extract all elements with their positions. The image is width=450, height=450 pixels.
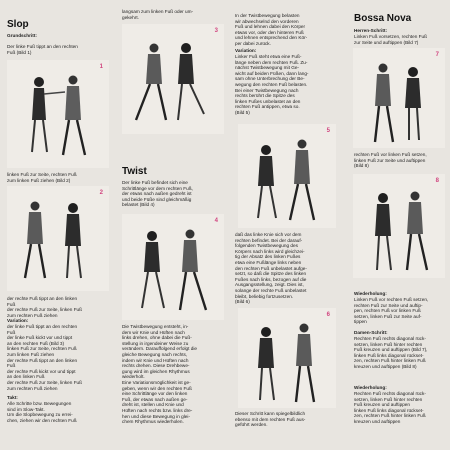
- dancers-illustration-4: [122, 214, 224, 320]
- photo-8: [353, 174, 445, 278]
- column-twist-continued: [230, 0, 343, 450]
- photo-number-6: 6: [326, 312, 330, 318]
- herren-label: Herren-Schritt:: [354, 28, 388, 33]
- photo-number-8: 8: [435, 178, 439, 184]
- photo-7: [353, 48, 445, 148]
- bossa-text-2: rechten Fuß vor linken Fuß setzen, linken Fuß zur Seite und auftippen (Bild 8): [354, 152, 427, 169]
- photo-number-5: 5: [326, 128, 330, 134]
- bossa-text-4: Rechten Fuß rechts diagonal rück- setzen, linken Fuß hinter rechten Fuß kreuzen und auftippen (Bild 7), linken Fuß links diagonal rückset- zen, rechten Fuß hinter linken Fuß kreuzen und auftippen (Bild 8): [354, 336, 428, 369]
- slop-text-2: linken Fuß zur Seite, rechten Fuß zum linken Fuß ziehen (Bild 2): [7, 172, 77, 183]
- photo-number-3: 3: [214, 28, 218, 34]
- photo-5: [238, 124, 336, 228]
- twist-text-2: Die Twistbewegung entsteht, in- dem wir Knie und Hüften nach links drehen, ohne dabei die Fuß- stellung in irgendeiner Weise zu verändern. Darauffolgend erfolgt die gleiche Bewegung nach rechts, indem wir Knie und Hüften nach rechts drehen. Diese Drehbewe- gung wird im gleichen Rhythmus wiederholt. Eine Variationsmöglichkeit ist ge- geben, wenn wir den rechten Fuß eine Schrittlänge vor den linken Fuß, der etwas nach außen ge- dreht ist, stellen und Knie und Hüften nach rechts bzw. links dre- hen und diese Bewegung in glei- chem Rhythmus wiederholen.: [122, 324, 197, 425]
- twist-text-4: Linker Fuß steht etwa eine Fuß- länge neben dem rechten Fuß. Zu- nächst Twistbewegung mit Ge- wicht auf beiden Füßen, dann lang- sam ohne Unterbrechung der Be- wegung den rechten Fuß belasten. Bei einer Twistbewegung nach rechts berührt die Spitze des linken Fußes unbelastet an den rechten Fuß antippen, etwa so. (Bild 5): [235, 54, 309, 115]
- twist-text-1: Der linke Fuß befindet sich eine Schrittlänge vor dem rechten Fuß, der etwas nach außen gedreht ist und beide Füße sind gleichmäßig belastet (Bild 4): [122, 180, 193, 208]
- slop-text-continued: langsam zum linken Fuß oder um- gekehrt.: [122, 9, 194, 20]
- section-title-twist: Twist: [122, 166, 147, 177]
- slop-takt-label: Takt:: [7, 395, 18, 400]
- slop-text-1: Der linke Fuß tippt an den rechten Fuß (Bild 1): [7, 44, 78, 55]
- photo-number-7: 7: [435, 52, 439, 58]
- photo-1: [7, 60, 109, 168]
- section-title-slop: Slop: [7, 19, 29, 30]
- slop-text-3: der rechte Fuß tippt an den linken Fuß der rechte Fuß zur Seite, linken Fuß zum rechten Fuß ziehen: [7, 296, 83, 318]
- column-slop: [0, 0, 117, 450]
- column-twist: [117, 0, 230, 450]
- bossa-text-3: Linken Fuß vor rechten Fuß setzen, rechten Fuß zur Seite und auftip- pen, rechten Fuß vor linken Fuß setzen, linken Fuß zur Seite auf- tippen: [354, 297, 429, 325]
- wiederholung-label-2: Wiederholung:: [354, 385, 387, 390]
- twist-variation-label: Variation:: [235, 48, 257, 53]
- photo-4: [122, 214, 224, 320]
- slop-text-5: Alle Schritte bzw. Bewegungen sind im Slow-Takt. Um die Slopbewegung zu errei- chen, ziehen wir den rechten Fuß: [7, 401, 77, 423]
- dancers-illustration-3: [122, 24, 224, 134]
- bossa-text-1: Linken Fuß vorsetzen, rechten Fuß zur Seite und auftippen (Bild 7): [354, 34, 427, 45]
- twist-text-5: daß das linke Knie sich vor dem rechten befindet. Bei der darauf- folgenden Twistbewegung des Körpers nach links wird gleichzei- tig der Absatz des linken Fußes etwa eine Fußlänge links neben den rechten Fuß unbelastet aufge- setzt, so daß die Spitze des linken Fußes nach links, bezogen auf die Ausgangsstellung, zeigt. Dies ist, solange der rechte Fuß unbelastet bleibt, beliebig fortzusetzen. (Bild 6): [235, 232, 307, 305]
- dancers-illustration-2: [7, 186, 109, 291]
- bossa-text-5: Rechten Fuß rechts diagonal rück- setzen, linken Fuß hinter rechten Fuß kreuzen und auftippen linken Fuß links diagonal rückset- zen, rechten Fuß hinter linken Fuß kreuzen und auftippen: [354, 391, 426, 424]
- photo-number-2: 2: [99, 190, 103, 196]
- photo-6: [238, 308, 336, 408]
- column-bossa-nova: [343, 0, 450, 450]
- photo-2: [7, 186, 109, 291]
- photo-number-4: 4: [214, 218, 218, 224]
- slop-variation-label: Variation:: [7, 318, 29, 323]
- dancers-illustration-8: [353, 174, 445, 278]
- section-title-bossa-nova: Bossa Nova: [354, 13, 412, 24]
- dancers-illustration-6: [238, 308, 336, 408]
- photo-number-1: 1: [99, 64, 103, 70]
- damen-label: Damen-Schritt:: [354, 330, 388, 335]
- slop-text-4: der linke Fuß tippt an den rechten Fuß der linke Fuß kickt vor und tippt an den rechten Fuß (Bild 3) linken Fuß zur Seite, rechten Fuß zum linken Fuß ziehen der rechte Fuß tippt an den linken Fuß der rechte Fuß kickt vor und tippt an den linken Fuß der rechte Fuß zur Seite, linken Fuß zum rechten Fuß ziehen: [7, 324, 83, 391]
- photo-3: [122, 24, 224, 134]
- subtitle-grundschritt: Grundschritt:: [7, 33, 37, 38]
- dancers-illustration-1: [7, 60, 109, 168]
- dancers-illustration-5: [238, 124, 336, 228]
- twist-text-3: In der Twistbewegung belasten wir abwechselnd den vorderen Fuß und lehnen dabei den Körper etwas vor, oder den hinteren Fuß und lehnen entsprechend den Kör- per dabei zurück.: [235, 13, 308, 46]
- wiederholung-label-1: Wiederholung:: [354, 291, 387, 296]
- twist-text-6: Dieser Schritt kann spiegelbildlich ebenso mit dem rechten Fuß aus- geführt werden.: [235, 411, 306, 428]
- dancers-illustration-7: [353, 48, 445, 148]
